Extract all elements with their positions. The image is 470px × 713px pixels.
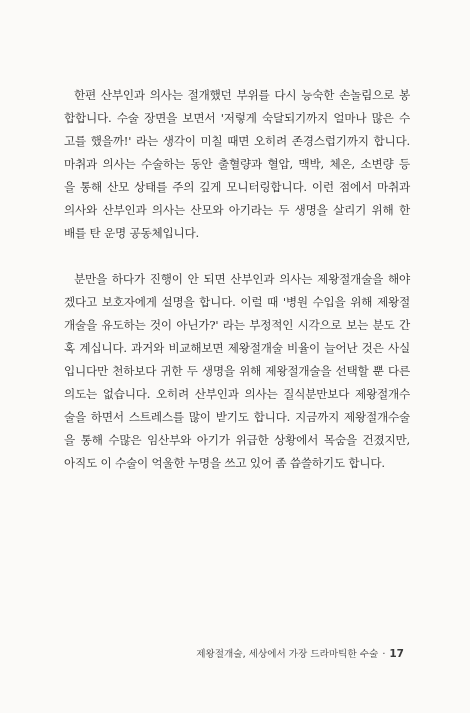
paragraph-gap	[64, 245, 410, 268]
text-line: 의사와 산부인과 의사는 산모와 아기라는 두 생명을 살리기 위해 한	[64, 203, 410, 217]
text-line: 배를 탄 운명 공동체입니다.	[64, 226, 199, 240]
text-line: 합합니다. 수술 장면을 보면서 '저렇게 숙달되기까지 얼마나 많은 수	[64, 111, 410, 125]
running-title: 제왕절개술, 세상에서 가장 드라마틱한 수술	[196, 649, 379, 660]
text-line: 개술을 유도하는 것이 아닌가?' 라는 부정적인 시각으로 보는 분도 간	[64, 318, 410, 332]
text-line: 한편 산부인과 의사는 절개했던 부위를 다시 능숙한 손놀림으로 봉	[74, 88, 410, 102]
text-line: 을 통해 산모 상태를 주의 깊게 모니터링합니다. 이런 점에서 마취과	[64, 180, 410, 194]
body-text	[64, 84, 410, 475]
page-footer	[196, 646, 404, 660]
text-line: 겠다고 보호자에게 설명을 합니다. 이럴 때 '병원 수입을 위해 제왕절	[64, 295, 410, 309]
text-line: 분만을 하다가 진행이 안 되면 산부인과 의사는 제왕절개술을 해야	[74, 272, 410, 286]
text-line: 혹 계십니다. 과거와 비교해보면 제왕절개술 비율이 늘어난 것은 사실	[64, 341, 410, 355]
text-line: 입니다만 천하보다 귀한 두 생명을 위해 제왕절개술을 선택할 뿐 다른	[64, 364, 410, 378]
text-line: 아직도 이 수술이 억울한 누명을 쓰고 있어 좀 씁쓸하기도 합니다.	[64, 456, 385, 470]
paragraph-2	[64, 268, 410, 475]
text-line: 마취과 의사는 수술하는 동안 출혈량과 혈압, 맥박, 체온, 소변량 등	[64, 157, 410, 171]
text-line: 의도는 없습니다. 오히려 산부인과 의사는 질식분만보다 제왕절개수	[64, 387, 410, 401]
page-number: 17	[389, 648, 404, 660]
paragraph-1	[64, 84, 410, 245]
footer-separator: ·	[382, 649, 386, 660]
text-line: 고를 했을까!' 라는 생각이 미칠 때면 오히려 존경스럽기까지 합니다.	[64, 134, 410, 148]
text-line: 을 통해 수많은 임산부와 아기가 위급한 상황에서 목숨을 건졌지만,	[64, 433, 410, 447]
text-line: 술을 하면서 스트레스를 많이 받기도 합니다. 지금까지 제왕절개수술	[64, 410, 410, 424]
